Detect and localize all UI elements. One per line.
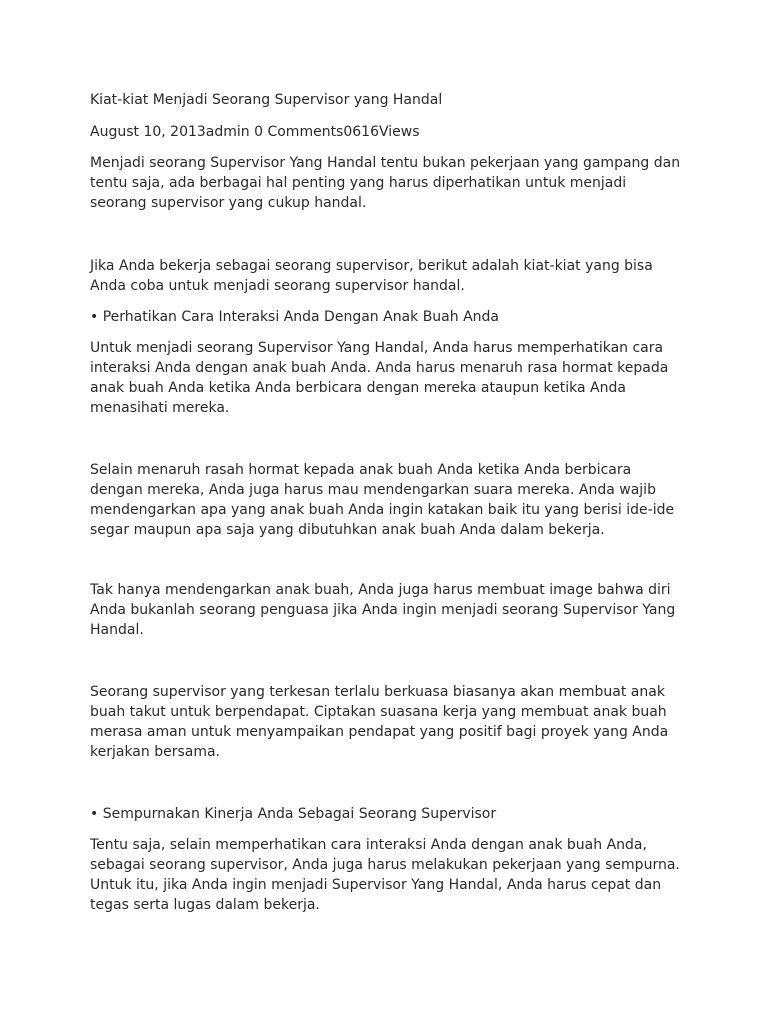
- post-meta: August 10, 2013admin 0 Comments0616Views: [90, 124, 420, 140]
- bullet-heading: • Perhatikan Cara Interaksi Anda Dengan Anak Buah Anda: [90, 309, 499, 325]
- text-line: kerjakan bersama.: [90, 744, 221, 760]
- text-line: seorang supervisor yang cukup handal.: [90, 195, 367, 211]
- text-line: tentu saja, ada berbagai hal penting yang harus diperhatikan untuk menjadi: [90, 175, 627, 191]
- bullet-heading-performance: [90, 804, 496, 824]
- text-line: merasa aman untuk menyampaikan pendapat yang positif bagi proyek yang Anda: [90, 724, 669, 740]
- text-line: sebagai seorang supervisor, Anda juga harus melakukan pekerjaan yang sempurna.: [90, 857, 680, 873]
- paragraph-performance: [90, 835, 680, 915]
- paragraph-image: [90, 580, 675, 640]
- text-line: Untuk menjadi seorang Supervisor Yang Handal, Anda harus memperhatikan cara: [90, 340, 664, 356]
- text-line: Handal.: [90, 622, 144, 638]
- paragraph-listening: [90, 460, 674, 540]
- text-line: Selain menaruh rasah hormat kepada anak buah Anda ketika Anda berbicara: [90, 462, 632, 478]
- text-line: Jika Anda bekerja sebagai seorang supervisor, berikut adalah kiat-kiat yang bisa: [90, 258, 653, 274]
- text-line: segar maupun apa saja yang dibutuhkan anak buah Anda dalam bekerja.: [90, 522, 605, 538]
- paragraph-tips-intro: [90, 256, 653, 296]
- document-title: Kiat-kiat Menjadi Seorang Supervisor yang Handal: [90, 92, 443, 108]
- text-line: Untuk itu, jika Anda ingin menjadi Supervisor Yang Handal, Anda harus cepat dan: [90, 877, 662, 893]
- text-line: mendengarkan apa yang anak buah Anda ingin katakan baik itu yang berisi ide-ide: [90, 502, 675, 518]
- text-line: Tak hanya mendengarkan anak buah, Anda juga harus membuat image bahwa diri: [90, 582, 671, 598]
- bullet-heading-interaction: [90, 307, 499, 327]
- paragraph-atmosphere: [90, 682, 668, 762]
- text-line: Seorang supervisor yang terkesan terlalu berkuasa biasanya akan membuat anak: [90, 684, 665, 700]
- text-line: menasihati mereka.: [90, 400, 230, 416]
- text-line: Anda coba untuk menjadi seorang supervisor handal.: [90, 278, 465, 294]
- text-line: Anda bukanlah seorang penguasa jika Anda ingin menjadi seorang Supervisor Yang: [90, 602, 676, 618]
- text-line: tegas serta lugas dalam bekerja.: [90, 897, 320, 913]
- paragraph-intro: [90, 153, 680, 213]
- text-line: buah takut untuk berpendapat. Ciptakan suasana kerja yang membuat anak buah: [90, 704, 667, 720]
- paragraph-interaction: [90, 338, 668, 418]
- text-line: Tentu saja, selain memperhatikan cara interaksi Anda dengan anak buah Anda,: [90, 837, 647, 853]
- text-line: interaksi Anda dengan anak buah Anda. Anda harus menaruh rasa hormat kepada: [90, 360, 669, 376]
- bullet-heading: • Sempurnakan Kinerja Anda Sebagai Seorang Supervisor: [90, 806, 497, 822]
- text-line: anak buah Anda ketika Anda berbicara dengan mereka ataupun ketika Anda: [90, 380, 626, 396]
- text-line: dengan mereka, Anda juga harus mau mendengarkan suara mereka. Anda wajib: [90, 482, 656, 498]
- text-line: Menjadi seorang Supervisor Yang Handal tentu bukan pekerjaan yang gampang dan: [90, 155, 681, 171]
